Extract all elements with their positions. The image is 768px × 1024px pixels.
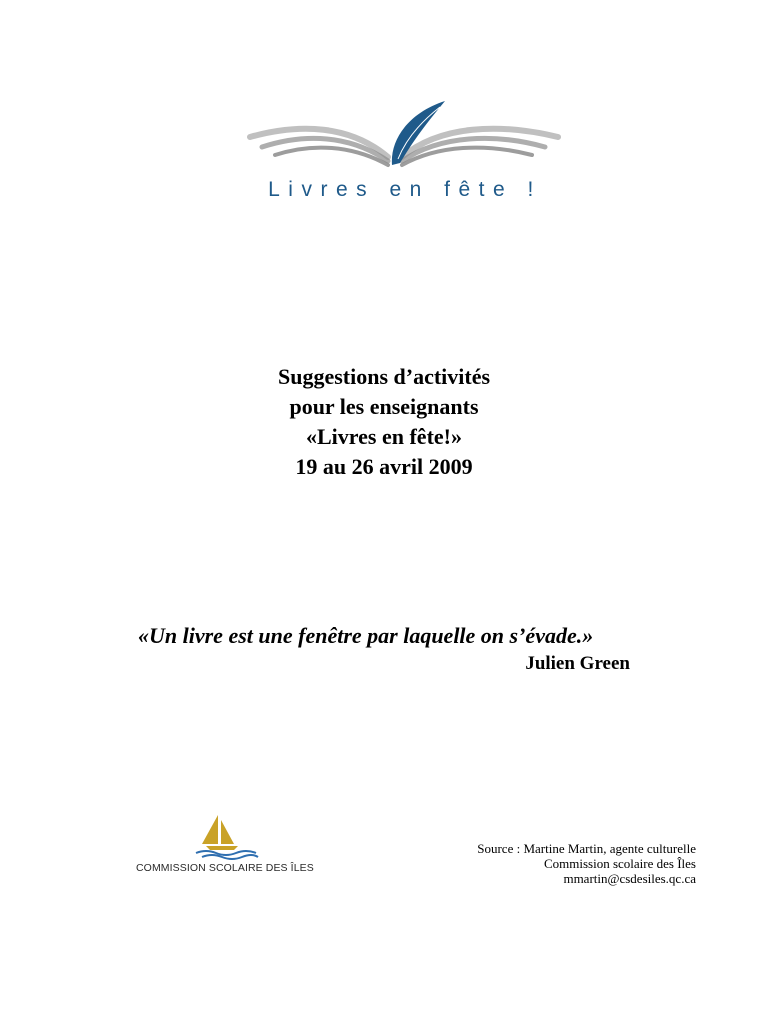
commission-scolaire-logo	[136, 812, 316, 877]
open-book-quill-icon	[240, 95, 570, 175]
title-line-1: Suggestions d’activités	[277, 364, 491, 389]
title-line-4: 19 au 26 avril 2009	[295, 454, 473, 479]
source-line-2: Commission scolaire des Îles	[543, 856, 696, 871]
source-email: mmartin@csdesiles.qc.ca	[563, 871, 696, 886]
title-line-3: «Livres en fête!»	[306, 424, 462, 449]
document-title	[0, 362, 768, 482]
source-block	[477, 841, 696, 886]
logo-wordmark: Livres en fête !	[268, 178, 542, 201]
sailboat-icon	[166, 812, 286, 862]
livres-en-fete-logo	[240, 95, 570, 220]
quote-text: «Un livre est une fenêtre par laquelle on s’évade.»	[138, 623, 594, 648]
source-line-1: Source : Martine Martin, agente culturelle	[477, 841, 696, 856]
quote-author: Julien Green	[525, 653, 630, 674]
title-line-2: pour les enseignants	[289, 394, 479, 419]
commission-scolaire-name: COMMISSION SCOLAIRE DES ÎLES	[136, 862, 314, 874]
